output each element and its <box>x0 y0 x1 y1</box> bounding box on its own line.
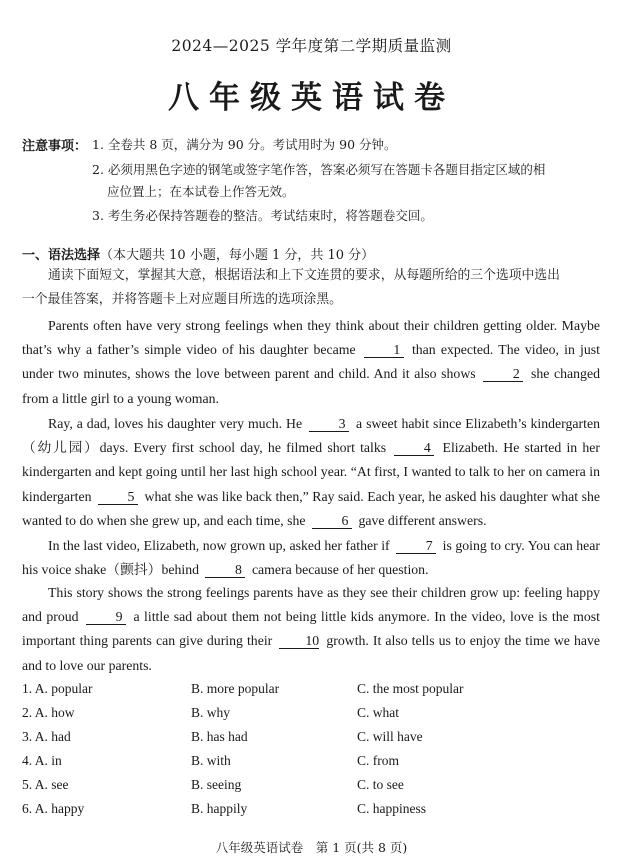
option-2b: B. why <box>191 705 231 720</box>
passage-text: a sweet habit since Elizabeth’s kindergarten（幼儿园）days. Every first school day, he filmed short talks <box>22 416 600 456</box>
passage-text: Ray, a dad, loves his daughter very much. He <box>48 416 303 431</box>
passage-paragraph-1 <box>22 314 600 411</box>
option-2c: C. what <box>357 705 399 720</box>
section-instructions <box>22 264 600 312</box>
passage-text: camera because of her question. <box>251 562 429 578</box>
passage-text: she changed from a little girl to a young woman. <box>22 366 600 406</box>
passage-text: growth. It also tells us to enjoy the time we have and to love our parents. <box>22 633 601 673</box>
blank-4: 4 <box>394 440 434 456</box>
blank-2: 2 <box>483 366 523 382</box>
option-1a: 1. A. popular <box>22 681 93 696</box>
passage-text: This story shows the strong feelings parents have as they see their children grow up: feeling happy and proud <box>22 585 600 625</box>
passage-text: In the last video, Elizabeth, now grown up, asked her father if <box>48 538 390 553</box>
passage-text: what she was like back then,” Ray said. Each year, he asked his daughter what she wanted to do when she grew up, and each time, she <box>22 488 601 528</box>
section-heading <box>22 244 374 263</box>
passage-paragraph-3 <box>22 534 600 582</box>
option-6b: B. happily <box>191 801 248 816</box>
option-2a: 2. A. how <box>22 705 75 720</box>
blank-7: 7 <box>396 538 436 554</box>
note-item-3: 3. 考生务必保持答题卷的整洁。考试结束时，将答题卷交回。 <box>92 208 433 223</box>
option-1c: C. the most popular <box>357 681 464 696</box>
passage-text: a little sad about them not being little kids anymore. In the video, love is the most important thing parents can give during their <box>22 609 601 649</box>
instruction-line-2: 一个最佳答案，并将答题卡上对应题目所选的选项涂黑。 <box>22 292 342 307</box>
passage-text: Parents often have very strong feelings when they think about their children getting older. Maybe that’s why a father’s simple video of his daughter became <box>22 318 600 358</box>
blank-3: 3 <box>309 416 349 432</box>
note-item-2-cont: 应位置上；在本试卷上作答无效。 <box>107 184 295 199</box>
option-5c: C. to see <box>357 777 404 792</box>
option-3a: 3. A. had <box>22 729 71 744</box>
passage-text: Elizabeth. He started in her kindergarten and kept going until her last high school year. “At first, I wanted to talk to her on camera in kindergarten <box>22 440 601 504</box>
option-3c: C. will have <box>357 729 423 744</box>
note-item-1: 1. 全卷共 8 页，满分为 90 分。考试用时为 90 分钟。 <box>92 137 397 152</box>
option-4b: B. with <box>191 753 231 768</box>
section-meta: （本大题共 10 小题，每小题 1 分，共 10 分） <box>100 248 375 263</box>
page-footer: 八年级英语试卷 第 1 页(共 8 页) <box>215 840 408 855</box>
blank-5: 5 <box>98 489 138 505</box>
exam-subtitle: 2024—2025 学年度第二学期质量监测 <box>171 37 452 55</box>
passage-text: than expected. The video, in just under two minutes, shows the love between parent and child. And it also shows <box>22 342 600 382</box>
option-6c: C. happiness <box>357 801 426 816</box>
blank-8: 8 <box>205 562 245 578</box>
option-4c: C. from <box>357 753 399 768</box>
option-1b: B. more popular <box>191 681 280 696</box>
option-4a: 4. A. in <box>22 753 62 768</box>
passage-text: is going to cry. You can hear his voice shake（颤抖）behind <box>22 538 601 578</box>
blank-6: 6 <box>312 513 352 529</box>
blank-1: 1 <box>364 342 404 358</box>
blank-9: 9 <box>86 609 126 625</box>
blank-10: 10 <box>279 633 319 649</box>
passage-paragraph-2 <box>22 412 600 533</box>
option-6a: 6. A. happy <box>22 801 85 816</box>
passage-text: gave different answers. <box>358 512 487 528</box>
passage-paragraph-4 <box>22 581 600 678</box>
note-item-2: 2. 必须用黑色字迹的钢笔或签字笔作答，答案必须写在答题卡各题目指定区域的相 <box>92 162 546 177</box>
section-title: 一、语法选择 <box>22 248 101 263</box>
option-5b: B. seeing <box>191 777 242 792</box>
option-5a: 5. A. see <box>22 777 69 792</box>
option-3b: B. has had <box>191 729 248 744</box>
exam-title: 八年级英语试卷 <box>168 80 455 116</box>
instruction-line-1: 通读下面短文，掌握其大意，根据语法和上下文连贯的要求，从每题所给的三个选项中选出 <box>48 268 560 283</box>
notes-label: 注意事项： <box>22 139 88 154</box>
